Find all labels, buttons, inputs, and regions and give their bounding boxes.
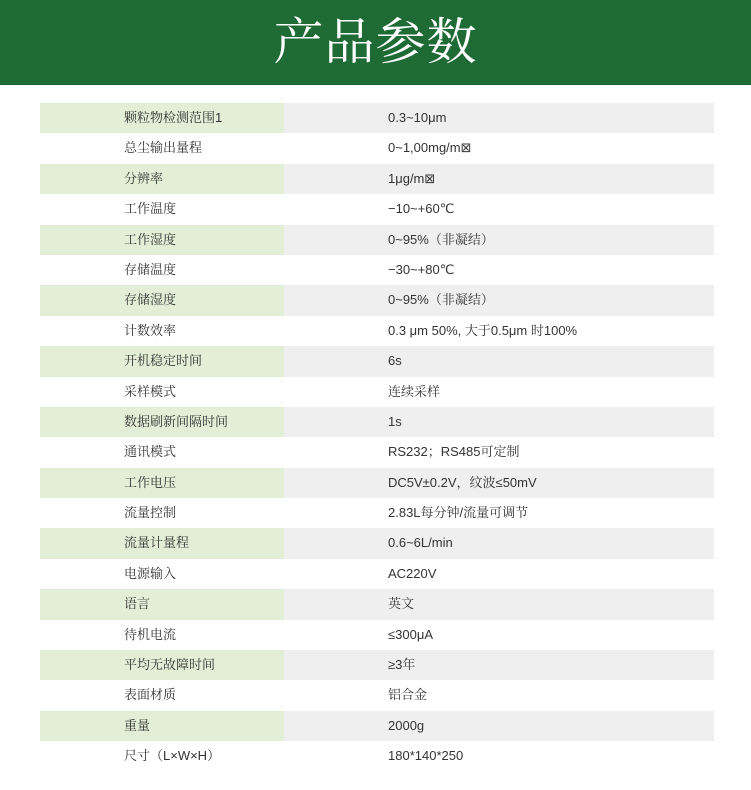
spec-row [40,711,714,741]
spec-value: RS232；RS485可定制 [388,444,520,460]
spec-label: 通讯模式 [124,444,177,460]
spec-row [40,498,714,528]
spec-value: −30~+80℃ [388,261,455,277]
spec-label: 工作电压 [40,468,284,498]
spec-label: 表面材质 [124,687,177,703]
spec-row [40,377,714,407]
spec-row [40,680,714,710]
spec-label: 计数效率 [124,322,177,338]
spec-value: 1μg/m⊠ [284,164,714,194]
spec-row [40,468,714,498]
spec-row [40,133,714,163]
spec-label: 工作温度 [124,201,177,217]
spec-value: −10~+60℃ [388,201,455,217]
spec-row [40,225,714,255]
spec-row [40,559,714,589]
spec-value: 0.3 μm 50%, 大于0.5μm 时100% [388,322,578,338]
spec-label: 颗粒物检测范围1 [40,103,284,133]
spec-label: 流量控制 [124,505,177,521]
spec-table [40,103,714,772]
spec-row [40,437,714,467]
spec-row [40,346,714,376]
spec-label: 语言 [40,589,284,619]
spec-value: AC220V [388,565,437,581]
spec-value: 0.6~6L/min [284,528,714,558]
spec-value: 0~1,00mg/m⊠ [388,140,472,156]
spec-value: 6s [284,346,714,376]
spec-label: 存储湿度 [40,285,284,315]
spec-row [40,285,714,315]
spec-value: ≤300μA [388,626,433,642]
spec-value: 0~95%（非凝结） [284,285,714,315]
spec-label: 存储温度 [124,261,177,277]
spec-value: 2000g [284,711,714,741]
page-title: 产品参数 [273,13,478,71]
spec-row [40,407,714,437]
spec-row [40,316,714,346]
spec-row [40,589,714,619]
spec-row [40,194,714,224]
spec-label: 开机稳定时间 [40,346,284,376]
spec-label: 待机电流 [124,626,177,642]
page-header [0,0,751,85]
spec-row [40,620,714,650]
spec-label: 分辨率 [40,164,284,194]
spec-row [40,650,714,680]
spec-value: 连续采样 [388,383,441,399]
spec-label: 流量计量程 [40,528,284,558]
spec-label: 平均无故障时间 [40,650,284,680]
spec-label: 重量 [40,711,284,741]
spec-value: 0.3~10μm [284,103,714,133]
spec-value: 铝合金 [388,687,428,703]
spec-row [40,741,714,771]
spec-row [40,528,714,558]
spec-value: 1s [284,407,714,437]
spec-value: 0~95%（非凝结） [284,225,714,255]
spec-row [40,255,714,285]
spec-label: 总尘输出量程 [124,140,203,156]
spec-value: ≥3年 [284,650,714,680]
spec-value: 2.83L每分钟/流量可调节 [388,505,529,521]
spec-label: 工作湿度 [40,225,284,255]
spec-row [40,103,714,133]
spec-value: 180*140*250 [388,748,464,764]
spec-label: 电源输入 [124,565,177,581]
spec-label: 数据刷新间隔时间 [40,407,284,437]
spec-value: DC5V±0.2V，纹波≤50mV [284,468,714,498]
spec-label: 尺寸（L×W×H） [124,748,221,764]
spec-row [40,164,714,194]
spec-value: 英文 [284,589,714,619]
spec-label: 采样模式 [124,383,177,399]
